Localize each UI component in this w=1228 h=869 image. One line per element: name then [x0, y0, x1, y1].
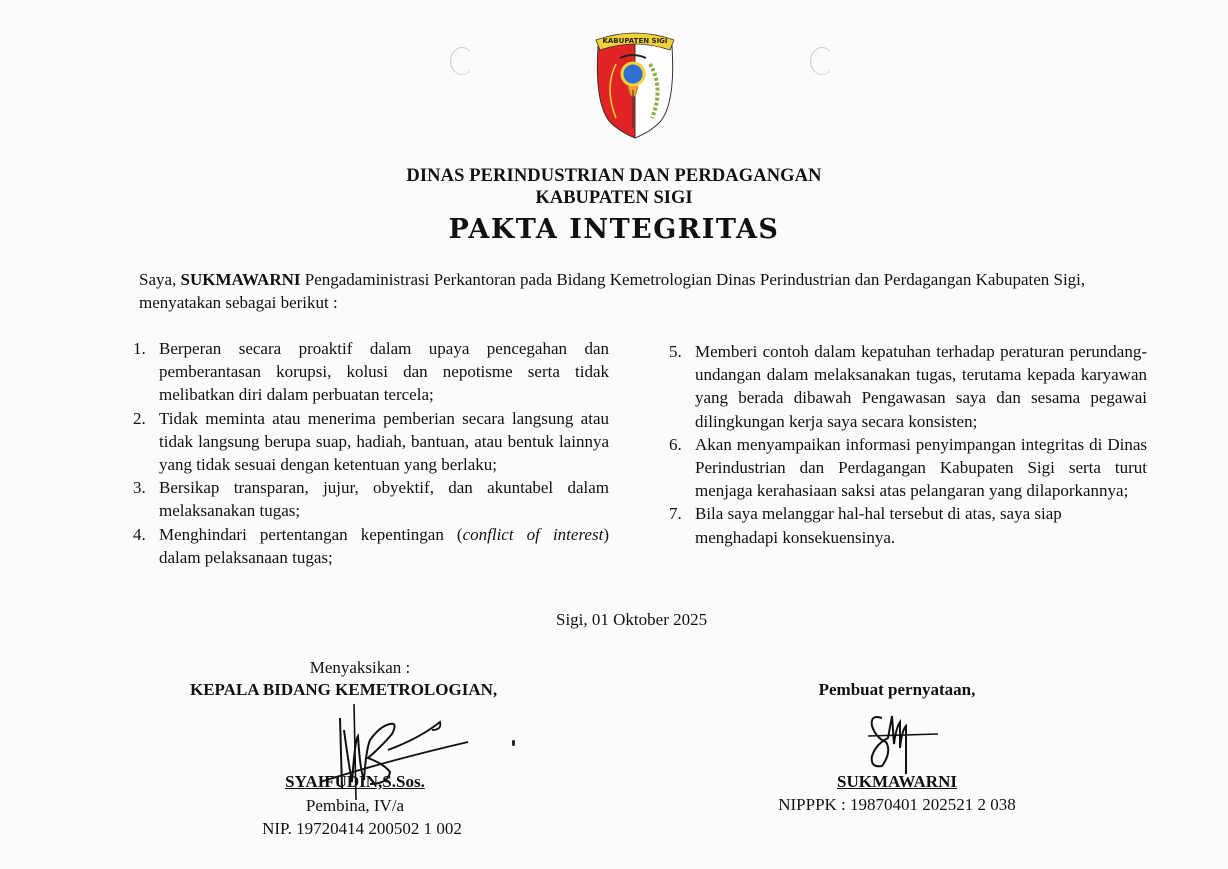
- document-title: PAKTA INTEGRITAS: [448, 214, 780, 245]
- witness-label: Menyaksikan :: [309, 658, 411, 677]
- ink-dot: [512, 740, 515, 746]
- intro-prefix: Saya,: [139, 270, 181, 289]
- witness-role: KEPALA BIDANG KEMETROLOGIAN,: [190, 680, 498, 699]
- emblem-blue-circle: [622, 63, 644, 85]
- witness-rank: Pembina, IV/a: [305, 796, 405, 815]
- kabupaten-sigi-emblem: [590, 28, 680, 140]
- declarant-name: SUKMAWARNI: [837, 772, 957, 791]
- statement-item: [133, 407, 609, 477]
- item-number: 1.: [133, 339, 146, 358]
- item-text: Bersikap transparan, jujur, obyektif, dan akuntabel dalam melaksanakan tugas;: [159, 478, 609, 521]
- item-text: Tidak meminta atau menerima pemberian secara langsung atau tidak langsung berupa suap, hadiah, bantuan, atau bentuk lainnya yang tidak sesuai dengan ketentuan yang berlaku;: [159, 408, 609, 475]
- item-text-italic: conflict of interest: [462, 524, 604, 544]
- statement-item: [133, 523, 609, 569]
- office-name: DINAS PERINDUSTRIAN DAN PERDAGANGAN: [406, 166, 822, 186]
- item-text: [159, 523, 609, 569]
- declarant-nip: NIPPPK : 19870401 202521 2 038: [778, 795, 1016, 814]
- item-number: 7.: [669, 504, 682, 524]
- item-text-before: Menghindari pertentangan kepentingan (: [159, 524, 463, 544]
- witness-nip: NIP. 19720414 200502 1 002: [262, 819, 462, 838]
- item-number: 5.: [669, 342, 682, 361]
- declarant-label: Pembuat pernyataan,: [818, 680, 976, 699]
- statement-item: [133, 476, 609, 522]
- item-text: Akan menyampaikan informasi penyimpangan integritas di Dinas Perindustrian dan Perdagangan Kabupaten Sigi serta turut menjaga kerahasiaan saksi atas pelangaran yang dilaporkannya;: [695, 434, 1147, 501]
- intro-paragraph: [139, 268, 1139, 314]
- declarant-signature: [862, 708, 942, 774]
- statement-item: [669, 340, 1147, 433]
- item-number: 4.: [133, 524, 146, 544]
- item-number: 2.: [133, 408, 146, 428]
- item-text-after: ) dalam pelaksanaan tugas;: [159, 524, 609, 567]
- statement-item: [669, 502, 1147, 548]
- punch-hole-right: [810, 47, 834, 75]
- item-number: 3.: [133, 478, 146, 498]
- emblem-banner-text: KABUPATEN SIGI: [602, 37, 668, 45]
- item-text: Berperan secara proaktif dalam upaya pencegahan dan pemberantasan korupsi, kolusi dan nepotisme serta tidak melibatkan diri dalam perbuatan tercela;: [159, 339, 609, 405]
- statement-list-right: [669, 340, 1147, 549]
- intro-rest: Pengadaministrasi Perkantoran pada Bidang Kemetrologian Dinas Perindustrian dan Perdagangan Kabupaten Sigi, menyatakan sebagai berikut :: [139, 270, 1086, 312]
- punch-hole-left: [450, 47, 474, 75]
- item-text: Memberi contoh dalam kepatuhan terhadap peraturan perundang-undangan dalam melaksanakan tugas, terutama kepada karyawan yang berada dibawah Pengawasan saya dan sesama pegawai dilingkungan kerja saya secara konsisten;: [695, 342, 1147, 431]
- statement-list-left: [133, 337, 609, 569]
- intro-name: SUKMAWARNI: [180, 270, 301, 289]
- statement-item: [669, 433, 1147, 503]
- witness-name: SYAIFUDIN,S.Sos.: [285, 772, 425, 791]
- regency-name: KABUPATEN SIGI: [535, 188, 693, 208]
- statement-item: [133, 337, 609, 407]
- place-date: Sigi, 01 Oktober 2025: [556, 610, 708, 629]
- item-text: Bila saya melanggar hal-hal tersebut di atas, saya siap menghadapi konsekuensinya.: [695, 504, 1062, 547]
- item-number: 6.: [669, 434, 682, 454]
